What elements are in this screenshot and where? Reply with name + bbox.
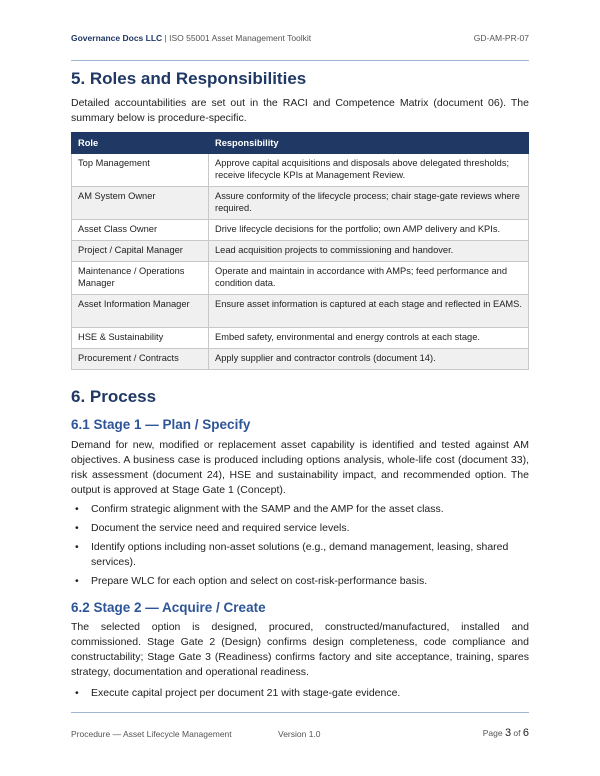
document-id: GD-AM-PR-07 (473, 33, 529, 43)
footer-rule (71, 712, 529, 713)
section-5-intro: Detailed accountabilities are set out in the RACI and Competence Matrix (document 06). The summary below is procedure-specific. (71, 97, 529, 124)
list-item (71, 686, 529, 701)
responsibility-cell: Lead acquisition projects to commissioning and handover. (209, 241, 529, 262)
stage-1-text: Demand for new, modified or replacement asset capability is identified and tested against AM objectives. A business case is produced including options analysis, whole-life cost (document 33), risk assessment (document 24), HSE and sustainability impact, and recommended option. The output is approved at Stage Gate 1 (Concept). (71, 439, 529, 496)
stage-1-heading: 6.1 Stage 1 — Plan / Specify (71, 417, 251, 432)
list-item-text: Execute capital project per document 21 with stage-gate evidence. (91, 687, 401, 699)
section-6-heading: 6. Process (71, 387, 157, 406)
responsibility-cell: Embed safety, environmental and energy controls at each stage. (209, 328, 529, 349)
responsibility-cell: Apply supplier and contractor controls (document 14). (209, 349, 529, 370)
header-subtitle: | ISO 55001 Asset Management Toolkit (162, 33, 312, 43)
role-cell: Asset Information Manager (72, 295, 209, 328)
company-name: Governance Docs LLC (71, 33, 163, 43)
table-header-row (72, 133, 529, 154)
page-of: of (511, 728, 523, 738)
table-row (72, 187, 529, 220)
page-number (483, 727, 529, 739)
total-pages: 6 (522, 727, 529, 739)
footer-title: Procedure — Asset Lifecycle Management (71, 729, 232, 739)
role-cell: Top Management (72, 154, 209, 187)
list-item-text: Identify options including non-asset solutions (e.g., demand management, leasing, shared services). (91, 541, 509, 568)
role-cell: Maintenance / Operations Manager (72, 262, 209, 295)
responsibility-cell: Approve capital acquisitions and disposals above delegated thresholds; receive lifecycle KPIs at Management Review. (209, 154, 529, 187)
page-footer (71, 729, 529, 739)
list-item-text: Document the service need and required service levels. (91, 522, 350, 534)
stage-1-bullet-list (71, 502, 529, 589)
header-rule (71, 60, 529, 61)
table-row (72, 295, 529, 328)
current-page: 3 (504, 727, 512, 739)
section-5-heading: 5. Roles and Responsibilities (71, 69, 307, 88)
responsibility-cell: Assure conformity of the lifecycle process; chair stage-gate reviews where required. (209, 187, 529, 220)
bullet-icon: • (75, 687, 79, 699)
stage-2-bullet-list (71, 686, 529, 701)
table-row (72, 262, 529, 295)
responsibility-cell: Drive lifecycle decisions for the portfolio; own AMP delivery and KPIs. (209, 220, 529, 241)
page-content (71, 68, 529, 701)
responsibility-cell: Operate and maintain in accordance with AMPs; feed performance and condition data. (209, 262, 529, 295)
table-row (72, 154, 529, 187)
table-row (72, 328, 529, 349)
stage-2-heading: 6.2 Stage 2 — Acquire / Create (71, 600, 266, 615)
footer-version: Version 1.0 (278, 729, 321, 739)
bullet-icon: • (75, 522, 79, 534)
bullet-icon: • (75, 575, 79, 587)
roles-table (71, 132, 529, 370)
role-cell: Asset Class Owner (72, 220, 209, 241)
table-row (72, 241, 529, 262)
page-prefix: Page (482, 728, 505, 738)
list-item (71, 521, 529, 536)
table-row (72, 349, 529, 370)
bullet-icon: • (75, 503, 79, 515)
list-item (71, 574, 529, 589)
role-cell: Project / Capital Manager (72, 241, 209, 262)
list-item (71, 502, 529, 517)
role-cell: AM System Owner (72, 187, 209, 220)
bullet-icon: • (75, 541, 79, 553)
role-cell: Procurement / Contracts (72, 349, 209, 370)
table-row (72, 220, 529, 241)
list-item-text: Prepare WLC for each option and select on cost-risk-performance basis. (91, 575, 428, 587)
role-cell: HSE & Sustainability (72, 328, 209, 349)
list-item (71, 540, 529, 570)
stage-2-text: The selected option is designed, procured, constructed/manufactured, installed and commissioned. Stage Gate 2 (Design) confirms design completeness, code compliance and constructability; Stage Gate 3 (Readiness) confirms factory and site acceptance, training, spares strategy, documentation and operational readiness. (71, 621, 529, 678)
column-header-responsibility: Responsibility (209, 133, 529, 154)
column-header-role: Role (72, 133, 209, 154)
responsibility-cell: Ensure asset information is captured at each stage and reflected in EAMS. (209, 295, 529, 328)
page-header (71, 33, 529, 49)
list-item-text: Confirm strategic alignment with the SAMP and the AMP for the asset class. (91, 503, 444, 515)
